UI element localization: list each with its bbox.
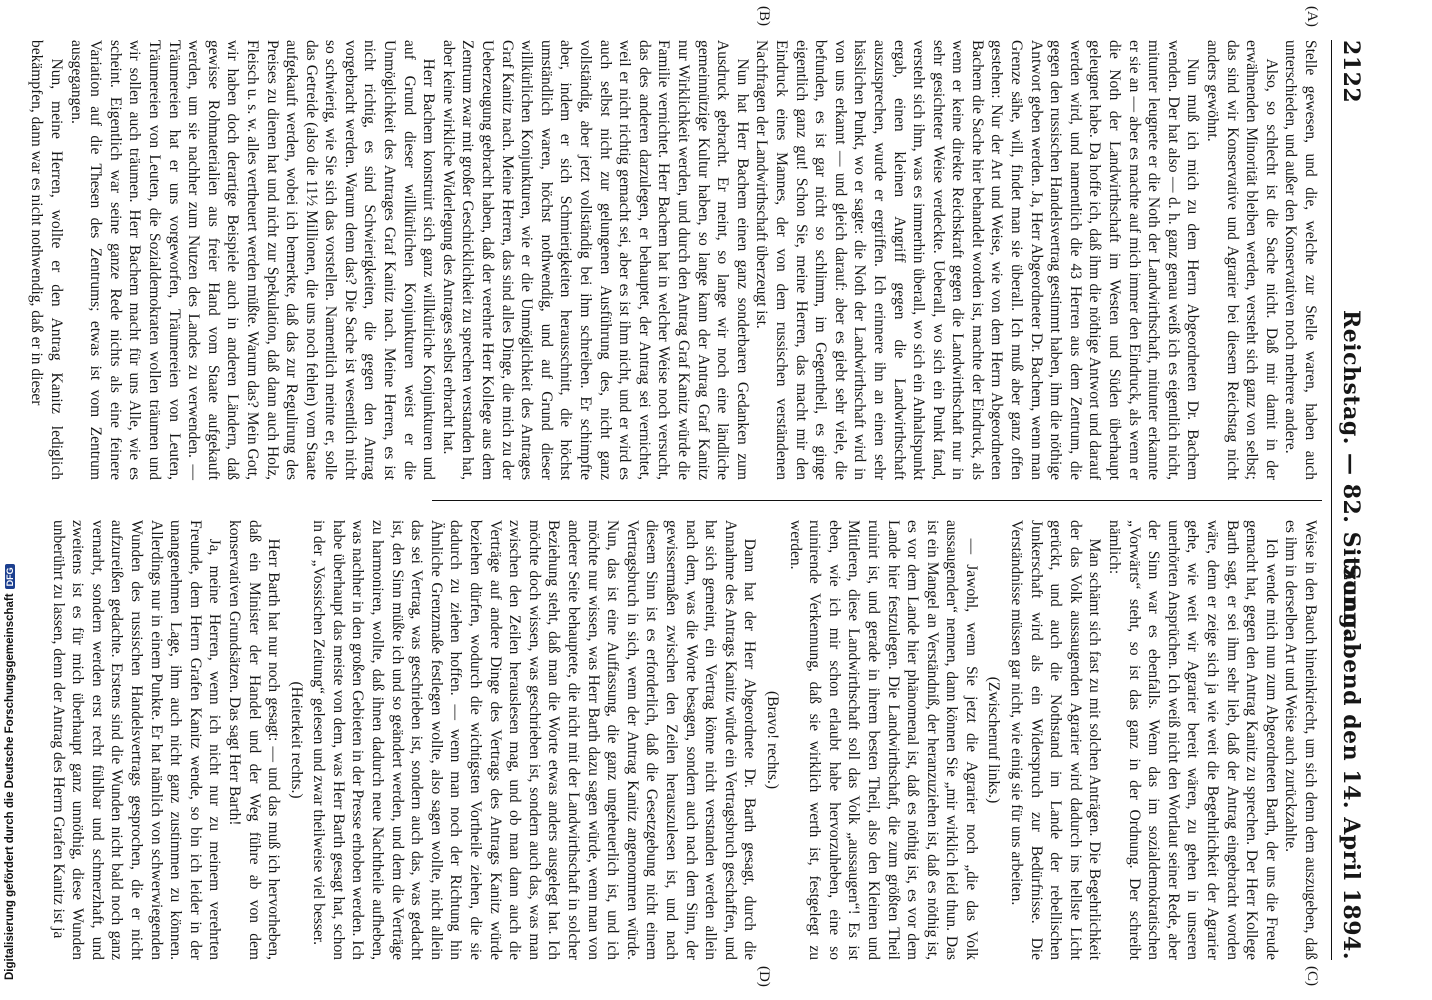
- paragraph: Nun muß ich mich zu dem Herrn Abgeordneten Dr. Bachem wenden. Der hat also — d. h. ganz genau weiß ich es eigentlich nicht, mitunter leugnete er die Noth der Landwirthschaft, mitunter erkannte er sie an — aber es machte auf mich immer den Eindruck, als wenn er die Noth der Landwirthschaft im Westen und Süden überhaupt geleugnet habe. Da hoffe ich, daß ihm die nöthige Antwort und darauf werden wird, und namentlich die 43 Herren aus dem Zentrum, die gegen den russischen Handelsvertrag gestimmt haben, ihm die nöthige Antwort geben werden. Ja, Herr Abgeordneter Dr. Bachem, wenn man Grenze sähe, will, findet man sie überall. Ich muß aber ganz offen gestehen: Nur der Art und Weise, wie von dem Herrn Abgeordneten Bachem die Sache hier behandelt worden ist, machte der Eindruck, als wenn er keine direkte Reichskraft gegen die Landwirthschaft nur in sehr gesichteter Weise verdeckte. Ueberall, wo sich ein Punkt fand, versteht sich ihm, was es immerhin überall, wo sich ein Anhaltspunkt ergab, einen kleinen Angriff gegen die Landwirthschaft auszusprechen, wurde er ergriffen. Ich erinnere ihn an einen sehr hässlichen Punkt, wo er sagte: die Noth der Landwirthschaft wird in von uns erkannt — und gleich darauf: aber es giebt sehr viele, die befunden, es ist gar nicht so schlimm, im Gegentheil, es ginge eigentlich ganz gut! Schon Sie, meine Herren, das macht mir den Eindruck eines Mannes, der von dem russischen verständenen Nachfragen der Landwirthschaft überzeugt ist.: [753, 40, 1202, 480]
- page-date: Sonnabend den 14. April 1894.: [1338, 564, 1364, 960]
- paragraph: Ja, meine Herren, wenn ich nicht nur zu meinem verehrten Freunde, dem Herrn Grafen Kanitz wende, so bin ich leider in der unangenehmen Lage, ihm auch nicht ganz zustimmen zu können. Allerdings nur in einem Punkte. Er hat nämlich von schwerwiegenden Wunden des russischen Handelsvertrags gesprochen, die er nicht aufzureißen gedachte. Erstens sind die Wunden nicht bald noch ganz vernarbt, sondern werden erst recht fühlbar und schmerzhaft, und zweitens ist es für mich überhaupt ganz unnöthig, diese Wunden unberührt zu lassen, denn der Antrag des Herrn Grafen Kanitz ist ja: [49, 520, 224, 960]
- dfg-logo-icon: DFG: [5, 564, 15, 589]
- paragraph: Weise in den Bauch hineinkriecht, um sich denn dem auszugeben, daß es ihm in derselben Art und Weise auch zurückzahlte.: [1282, 520, 1319, 960]
- left-column: [28, 40, 1320, 480]
- margin-marker-d: (D): [756, 966, 772, 987]
- credit-strip: [0, 0, 20, 1000]
- paragraph: Herr Bachem konstruirt sich ganz willkürliche Konjunkturen und auf Grund dieser willkürlichen Konjunkturen weist er die Unmöglichkeit des Antrages Graf Kanitz nach. Meine Herren, es ist nicht richtig, es sind Schwierigkeiten, die gegen den Antrag vorgebracht werden. Warum denn das? Die Sache ist wesentlich nicht so schwierig, wie Sie sich das vorstellen. Namentlich meinte er, solle das Getreide (also die 11½ Millionen, die uns noch fehlen) vom Staate aufgekauft werden, wobei ich bemerkte, daß das zur Regulirung des Preises zu dienen hat und nicht zur Spekulation, daß dann auch Holz, Fleisch u. s. w. alles vertheuert werden müßte. Warum das? Mein Gott, wir haben doch derartige Beispiele auch in anderen Ländern, daß gewisse Rohmaterialien aus freier Hand vom Staate aufgekauft werden, um sie nachher zum Nutzen des Landes zu verwenden. — Träumereien hat er uns vorgeworfen, Träumereien von Leuten, Träumereien von Leuten, die Sozialdemokraten wollen träumen und wir sollen auch träumen. Herr Bachem macht für uns Alle, wie es scheint. Eigentlich war seine ganze Rede nichts als eine feinere Variation auf die Thesen des Zentrums; etwas ist vom Zentrum ausgegangen.: [67, 40, 438, 480]
- page-number: 2122: [1338, 40, 1364, 104]
- paragraph: — Jawohl, wenn Sie jetzt die Agrarier noch „die das Volk aussaugenden“ nennen, dann können Sie „mir wirklich leid thun. Das ist ein Mangel an Verständniß, der heranzuziehen ist, daß es nöthig ist, es vor dem Lande hier phänomenal ist, daß es nöthig ist, es vor dem Lande hier festzulegen. Die Landwirthschaft, die zum größten Theil ruinirt ist, und gerade in ihrem besten Theil, also den Kleinen und Mittleren, diese Landwirthschaft soll das Volk „aussaugen“! Es ist eben, wie ich mir schon erlaubt habe hervorzuheben, eine so ruinirende Verkennung, daß sie wirklich werth ist, festgelegt zu werden.: [786, 520, 980, 960]
- margin-marker-a: (A): [1304, 6, 1320, 27]
- interjection: (Zwischenruf links.): [985, 676, 1003, 804]
- column-divider: [432, 500, 1322, 501]
- paragraph: Nun hat Herr Bachem einen ganz sonderbaren Gedanken zum Ausdruck gebracht. Er meint, so lange wir noch eine ländliche gemeinnützige Kultur haben, so lange kann der Antrag Graf Kanitz nur Wirklichkeit werden, und durch den Antrag Graf Kanitz würde die Familie vernichtet. Herr Bachem hat in welcher Weise noch versucht, das des anderen darzulegen, er behauptet, der Antrag sei vernichtet, weil er nicht richtig gemacht sei, aber es ist ihm nicht, und er wird es auch selbst nicht zur gelungenen Ausführung des, nicht ganz vollständig, aber jetzt vollständig bei ihm schreiben. Er schimpfte aber, indem er sich Schmierigkeiten herausschnitt, die höchst umständlich waren, höchst nothwendig, und auf Grund dieser willkürlichen Konjunkturen, wie er die Unmöglichkeit des Antrages Graf Kanitz nach. Meine Herren, das sind alles Dinge, die mich zu der Ueberzeugung gebracht haben, daß der verehrte Herr Kollege aus dem Zentrum zwar mit großer Geschicklichkeit zu sprechen verstanden hat, aber keine wirkliche Widerlegung des Antrages selbst erbracht hat.: [439, 40, 751, 480]
- paragraph: Herr Barth hat nur noch gesagt: — und das muß ich hervorheben, daß ein Minister der Handel und der Weg führe ab von dem konservativen Grundsätzen. Das sagt Herr Barth!: [225, 520, 283, 960]
- interjection: (Bravo! rechts.): [763, 690, 781, 790]
- running-head: Reichstag. — 82. Sitzung.: [1338, 310, 1364, 638]
- credit-line: [2, 0, 18, 980]
- credit-text: Digitalisierung gefördert durch die Deutsche Forschungsgemeinschaft: [4, 593, 16, 980]
- right-column: [49, 520, 1320, 960]
- interjection: (Heiterkeit rechts.): [287, 681, 305, 799]
- scanned-page: [22, 6, 1372, 987]
- paragraph: Nun, meine Herren, wollte er den Antrag Kanitz lediglich bekämpfen, dann war es nicht nothwendig, daß er in dieser: [28, 40, 65, 480]
- header-rule: [1331, 40, 1332, 960]
- paragraph: Ich wende mich nun zum Abgeordneten Barth, der uns die Freude gemacht hat, gegen den Antrag Kanitz zu sprechen. Der Herr Kollege Barth sagt, er sei ihm sehr lieb, daß der Antrag eingebracht worden wäre, denn er zeige sich ja wie weit die Begehrlichkeit der Agrarier gehe, wie weit wir Agrarier bereit wären, zu gehen in unseren unerhörten Ansprüchen. Ich weiß nicht den Wortlaut seiner Rede, aber der Sinn war es ebenfalls. Wenn das im sozialdemokratischen „Vorwärts“ steht, so ist das ganz in der Ordnung. Der schreibt nämlich:: [1106, 520, 1280, 960]
- paragraph: Also, so schlecht ist die Sache nicht. Daß mir damit in der erwähnenden Minorität bleiben werden, versteht sich ganz von selbst; das sind wir Konservative und Agrarier bei diesem Reichstag nicht anders gewöhnt.: [1204, 40, 1280, 480]
- paragraph: Dann hat der Herr Abgeordnete Dr. Barth gesagt, durch die Annahme des Antrags Kanitz würde ein Vertragsbruch geschaffen, und hat sich gemeint, ein Vertrag könne nicht verstanden werden allein nach dem, was die Worte besagen, sondern auch nach dem Sinn, der gewissermaßen zwischen den Zeilen herauszulesen ist, und nach diesem Sinn ist es erforderlich, daß die Gesetzgebung nicht einem Vertragsbruch in sich, wenn der Antrag Kanitz angenommen würde. Nun, das ist eine Auffassung, die ganz ungeheuerlich ist, und ich möchte nur wissen, was Herr Barth dazu sagen würde, wenn man von anderer Seite behauptete, die nicht mit der Landwirthschaft in solcher Beziehung steht, daß man die Worte etwas anders ausgelegt hat. Ich möchte doch wissen, was geschrieben ist, sondern auch das, was man zwischen den Zeilen herauslesen mag, und ob man dann auch die Verträge auf andere Dinge des Vertrags des Antrags Kanitz würde beziehen dürfen, wodurch die wichtigsten Vortheile ziehen, die sie dadurch zu ziehen hoffen. — wenn man noch der Richtung hin Ähnliche Grenzmaße festlegen wollte, also sagen wollte, nicht allein das sei Vertrag, was geschrieben ist, sondern auch das, was gedacht ist, den Sinn müßte ich und so geändert werden, und dem die Verträge zu harmoniren, wollte, daß ihnen dadurch neue Nachtheile aufheben, was nachher in den großen Gebieten in der Presse erhoben werden. Ich habe überhaupt das meiste von dem, was Herr Barth gesagt hat, schon in der „Vossischen Zeitung“ gelesen und zwar theilweise viel besser.: [310, 520, 759, 960]
- margin-marker-c: (C): [1304, 966, 1320, 986]
- paragraph: Stelle gewesen, und die, welche zur Stelle waren, haben auch unterschieden, und außer den Konservativen noch mehrere andere.: [1282, 40, 1319, 480]
- quotation: Man schämt sich fast zu mit solchen Anträgen. Die Begehrlichkeit der das Volk aussaugenden Agrarier wird dadurch ins hellste Licht gerückt, und auch die Nothstand im Lande der rebellischen Junkerschaft wird als ein Widerspruch zur Bedürfnisse. Die Verständnisse müssen gar nicht, wie einig sie für uns arbeiten.: [1008, 520, 1104, 960]
- margin-marker-b: (B): [756, 6, 772, 26]
